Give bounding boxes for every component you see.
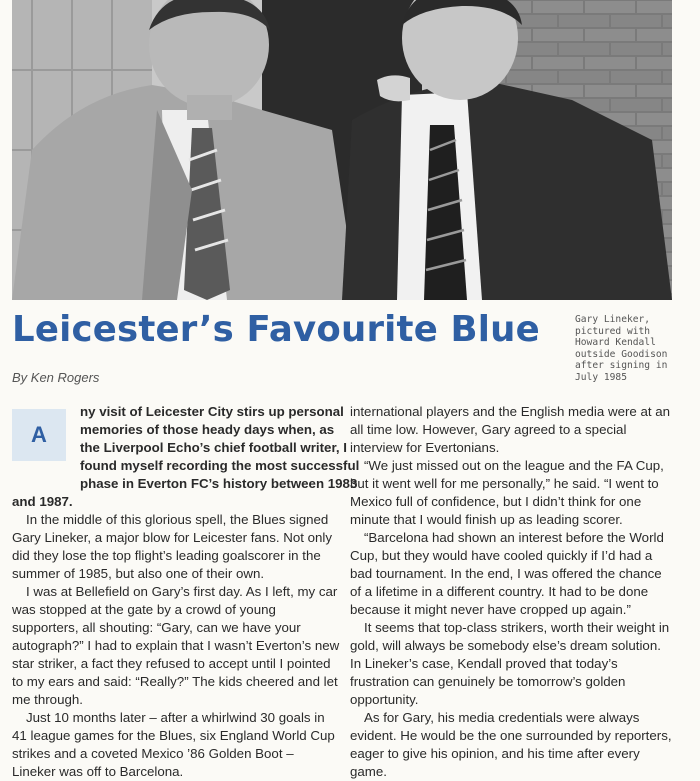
photo-illustration [12, 0, 672, 300]
body-paragraph: As for Gary, his media credentials were always evident. He would be the one surrounded by reporters, eager to give his opinion, and his time after every game. [350, 710, 672, 779]
body-paragraph: Just 10 months later – after a whirlwind 30 goals in 41 league games for the Blues, six England World Cup strikes and a coveted Mexico ’86 Golden Boot – Lineker was off to Barcelona. [12, 710, 335, 779]
caption-line: Howard Kendall [575, 337, 656, 349]
body-paragraph: I was at Bellefield on Gary’s first day. As I left, my car was stopped at the gate by a crowd of young supporters, all shouting: “Gary, can we have your autograph?” I had to explain that I wasn’t Everton’s new star striker, a fact they refused to accept until I pointed to my ears and said: “Really?” The kids cheered and let me through. [12, 584, 340, 707]
caption-line: after signing in [575, 360, 668, 372]
article-byline: By Ken Rogers [12, 370, 100, 385]
caption-line: July 1985 [575, 371, 627, 383]
lead-line: found myself recording the most successful [80, 458, 360, 473]
caption-line: Gary Lineker, [575, 314, 651, 325]
body-paragraph: In the middle of this glorious spell, the Blues signed Gary Lineker, a major blow for Leicester fans. Not only did they lose the top flight’s leading goalscorer in the summer of 1985, but also one of their own. [12, 512, 333, 581]
drop-cap: A [12, 409, 66, 461]
lead-photo [12, 0, 672, 300]
body-paragraph: “Barcelona had shown an interest before the World Cup, but they would have cooled quickly if I’d had a bad tournament. In the end, I was offered the chance of a lifetime in a different country. It had to be done because it might never have cropped up again.” [350, 530, 664, 617]
photo-caption [575, 314, 675, 384]
caption-line: outside Goodison [575, 348, 668, 360]
article-headline: Leicester’s Favourite Blue [12, 309, 540, 350]
lead-line: and 1987. [12, 494, 73, 509]
column-right [350, 403, 674, 781]
lead-line: memories of those heady days when, as [80, 422, 335, 437]
body-paragraph: It seems that top-class strikers, worth their weight in gold, will always be somebody else’s dream solution. In Lineker’s case, Kendall proved that today’s frustration can genuinely be tomorrow’s golden opportunity. [350, 620, 670, 707]
body-paragraph: international players and the English media were at an all time low. However, Gary agreed to a special interview for Evertonians. [350, 404, 671, 455]
lead-line: phase in Everton FC’s history between 1983 [80, 476, 358, 491]
column-left [12, 511, 340, 781]
caption-line: pictured with [575, 325, 651, 337]
lead-line: ny visit of Leicester City stirs up personal [80, 404, 344, 419]
body-paragraph: “We just missed out on the league and the FA Cup, but it went well for me personally,” he said. “I went to Mexico full of confidence, but I didn’t think for one minute that I would finish up as leading scorer. [350, 458, 664, 527]
lead-line: the Liverpool Echo’s chief football writer, I [80, 440, 347, 455]
